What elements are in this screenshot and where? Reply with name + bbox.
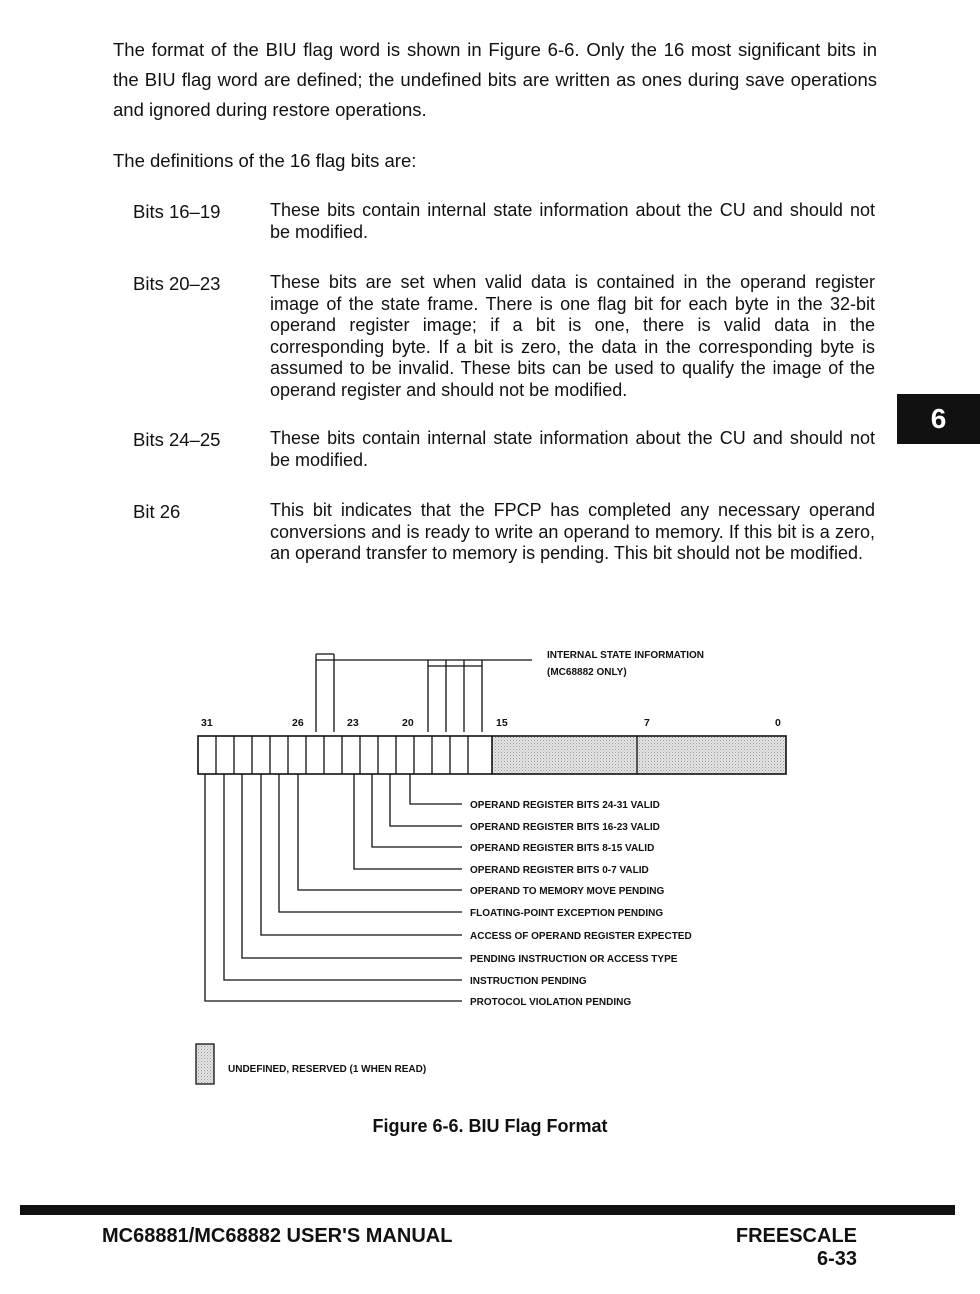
definition-label: Bits 16–19 [133,201,221,222]
bit-number-0: 0 [775,717,781,729]
chapter-tab: 6 [897,394,980,444]
bit-number-20: 20 [402,717,414,729]
callout-label: OPERAND TO MEMORY MOVE PENDING [470,886,665,897]
callout-label: PENDING INSTRUCTION OR ACCESS TYPE [470,954,678,965]
footer-right [736,1225,857,1271]
callout-label: OPERAND REGISTER BITS 16-23 VALID [470,822,660,833]
definitions-intro: The definitions of the 16 flag bits are: [113,150,417,171]
callout-label: OPERAND REGISTER BITS 8-15 VALID [470,843,655,854]
internal-state-label: INTERNAL STATE INFORMATION [547,650,705,661]
callout-label: OPERAND REGISTER BITS 0-7 VALID [470,865,649,876]
callout-label: INSTRUCTION PENDING [470,976,587,987]
callout-label: PROTOCOL VIOLATION PENDING [470,997,632,1008]
footer-publisher: FREESCALE [735,1225,857,1247]
flag-register [198,736,786,774]
legend-swatch [196,1044,214,1084]
definition-text: These bits are set when valid data is contained in the operand register image of the state frame. There is one flag bit for each byte in the 32-bit operand register image; if a bit is one, there is valid data in the corresponding byte. If a bit is zero, the data in the corresponding byte is assumed to be invalid. These bits can be used to qualify the image of the operand register and should not be modified. [270,272,875,400]
footer-title: MC68881/MC68882 USER'S MANUAL [102,1225,453,1247]
page-number: 6-33 [816,1248,857,1270]
definition-text: These bits contain internal state information about the CU and should not be modified. [270,428,875,470]
figure-caption: Figure 6-6. BIU Flag Format [372,1116,608,1136]
definition-text: These bits contain internal state information about the CU and should not be modified. [270,200,875,242]
footer-rule [20,1205,955,1215]
bit-number-15: 15 [496,717,508,729]
definition-text: This bit indicates that the FPCP has completed any necessary operand conversions and is ready to write an operand to memory. If this bit is a zero, an operand transfer to memory is pending. This bit should not be modified. [270,500,875,563]
callout-label: ACCESS OF OPERAND REGISTER EXPECTED [470,931,692,942]
intro-paragraph: The format of the BIU flag word is shown in Figure 6-6. Only the 16 most significant bits in the BIU flag word are defined; the undefined bits are written as ones during save operations and ignored during restore operations. [113,39,877,120]
biu-flag-diagram [0,620,980,1090]
callout-leaders [205,774,462,1001]
callout-label: FLOATING-POINT EXCEPTION PENDING [470,908,664,919]
definition-label: Bit 26 [133,501,181,522]
undefined-bits-field [492,736,786,774]
bit-number-31: 31 [201,717,213,729]
legend-label: UNDEFINED, RESERVED (1 WHEN READ) [228,1064,427,1075]
internal-state-sublabel: (MC68882 ONLY) [547,667,627,678]
bit-number-26: 26 [292,717,304,729]
bit-number-7: 7 [644,717,650,729]
definition-label: Bits 24–25 [133,429,221,450]
callout-label: OPERAND REGISTER BITS 24-31 VALID [470,800,660,811]
bit-number-23: 23 [347,717,359,729]
definition-label: Bits 20–23 [133,273,221,294]
